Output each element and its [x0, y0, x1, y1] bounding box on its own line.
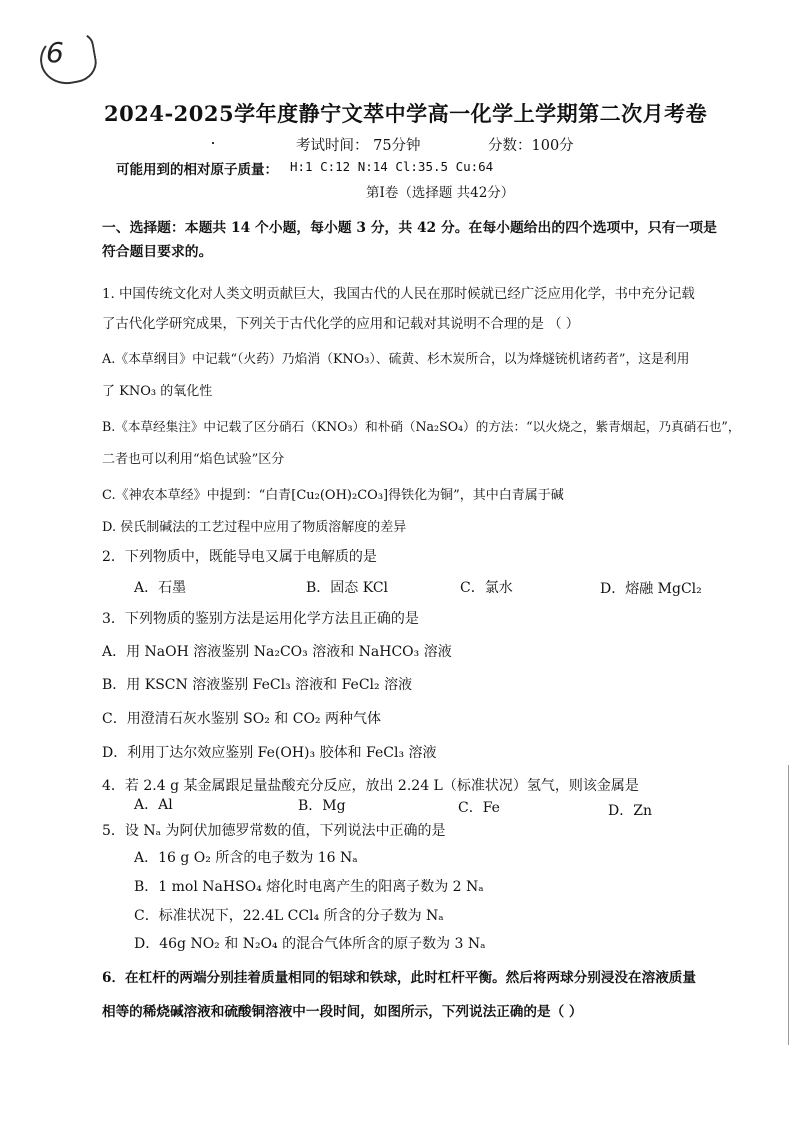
q2-option-a: A．石墨 — [134, 580, 187, 596]
q1-option-b-line-2: 二者也可以利用“焰色试验”区分 — [102, 452, 285, 467]
instructions-line-1: 一、选择题：本题共 14 个小题，每小题 3 分，共 42 分。在每小题给出的四个选项中，只有一项是 — [102, 220, 717, 236]
q1-option-c: C.《神农本草经》中提到：“白青[Cu₂(OH)₂CO₃]得铁化为铜”，其中白青属于碱 — [102, 488, 564, 503]
speck — [212, 142, 214, 144]
q5-option-a: A．16 g O₂ 所含的电子数为 16 Nₐ — [134, 850, 358, 866]
q3-option-a: A．用 NaOH 溶液鉴别 Na₂CO₃ 溶液和 NaHCO₃ 溶液 — [102, 644, 452, 660]
q4-option-b: B．Mg — [298, 798, 346, 814]
atomic-mass-values: H:1 C:12 N:14 Cl:35.5 Cu:64 — [290, 159, 494, 174]
q1-stem-line-1: 1. 中国传统文化对人类文明贡献巨大，我国古代的人民在那时候就已经广泛应用化学，书中充分记载 — [102, 287, 695, 302]
q1-option-a-line-2: 了 KNO₃ 的氧化性 — [102, 384, 213, 399]
q3-option-d: D．利用丁达尔效应鉴别 Fe(OH)₃ 胶体和 FeCl₃ 溶液 — [102, 745, 437, 761]
q5-stem: 5．设 Nₐ 为阿伏加德罗常数的值，下列说法中正确的是 — [102, 823, 446, 839]
q2-option-b: B．固态 KCl — [306, 580, 389, 596]
q3-option-b: B．用 KSCN 溶液鉴别 FeCl₃ 溶液和 FeCl₂ 溶液 — [102, 677, 413, 693]
q6-stem-line-2: 相等的稀烧碱溶液和硫酸铜溶液中一段时间，如图所示，下列说法正确的是（ ） — [102, 1004, 583, 1020]
exam-time: 考试时间： 75分钟 — [296, 138, 421, 154]
q1-option-a-line-1: A.《本草纲目》中记载“（火药）乃焰消（KNO₃）、硫黄、杉木炭所合，以为烽燧铳机诸药者”，这是利用 — [102, 352, 690, 367]
q5-option-d: D．46g NO₂ 和 N₂O₄ 的混合气体所含的原子数为 3 Nₐ — [134, 936, 486, 952]
atomic-mass-label: 可能用到的相对原子质量： — [116, 162, 278, 178]
q1-option-d: D. 侯氏制碱法的工艺过程中应用了物质溶解度的差异 — [102, 520, 407, 535]
q4-option-a: A．Al — [134, 797, 173, 813]
instructions-line-2: 符合题目要求的。 — [102, 244, 213, 260]
q1-stem-line-2: 了古代化学研究成果，下列关于古代化学的应用和记载对其说明不合理的是 （ ） — [102, 317, 580, 332]
q4-option-d: D．Zn — [608, 803, 652, 819]
exam-score: 分数：100分 — [488, 138, 574, 154]
q3-option-c: C．用澄清石灰水鉴别 SO₂ 和 CO₂ 两种气体 — [102, 711, 381, 727]
q1-option-b-line-1: B.《本草经集注》中记载了区分硝石（KNO₃）和朴硝（Na₂SO₄）的方法：“以火烧之，紫青烟起，乃真硝石也”， — [102, 419, 741, 434]
q2-option-d: D．熔融 MgCl₂ — [600, 581, 702, 597]
q5-option-b: B．1 mol NaHSO₄ 熔化时电离产生的阳离子数为 2 Nₐ — [134, 879, 484, 895]
q5-option-c: C．标准状况下，22.4L CCl₄ 所含的分子数为 Nₐ — [134, 908, 444, 924]
q6-stem-line-1: 6．在杠杆的两端分别挂着质量相同的铝球和铁球，此时杠杆平衡。然后将两球分别浸没在溶液质量 — [102, 970, 696, 986]
exam-title: 2024-2025学年度静宁文萃中学高一化学上学期第二次月考卷 — [104, 101, 708, 126]
handwritten-mark: 6 — [46, 36, 64, 69]
q4-option-c: C．Fe — [458, 800, 500, 816]
q4-stem: 4．若 2.4 g 某金属跟足量盐酸充分反应，放出 2.24 L（标准状况）氢气，则该金属是 — [102, 778, 639, 794]
q2-option-c: C．氯水 — [460, 580, 513, 596]
scan-edge-line — [788, 765, 789, 1045]
section-heading: 第Ⅰ卷（选择题 共42分） — [366, 185, 515, 201]
q3-stem: 3．下列物质的鉴别方法是运用化学方法且正确的是 — [102, 611, 419, 627]
q2-stem: 2．下列物质中，既能导电又属于电解质的是 — [102, 549, 377, 565]
